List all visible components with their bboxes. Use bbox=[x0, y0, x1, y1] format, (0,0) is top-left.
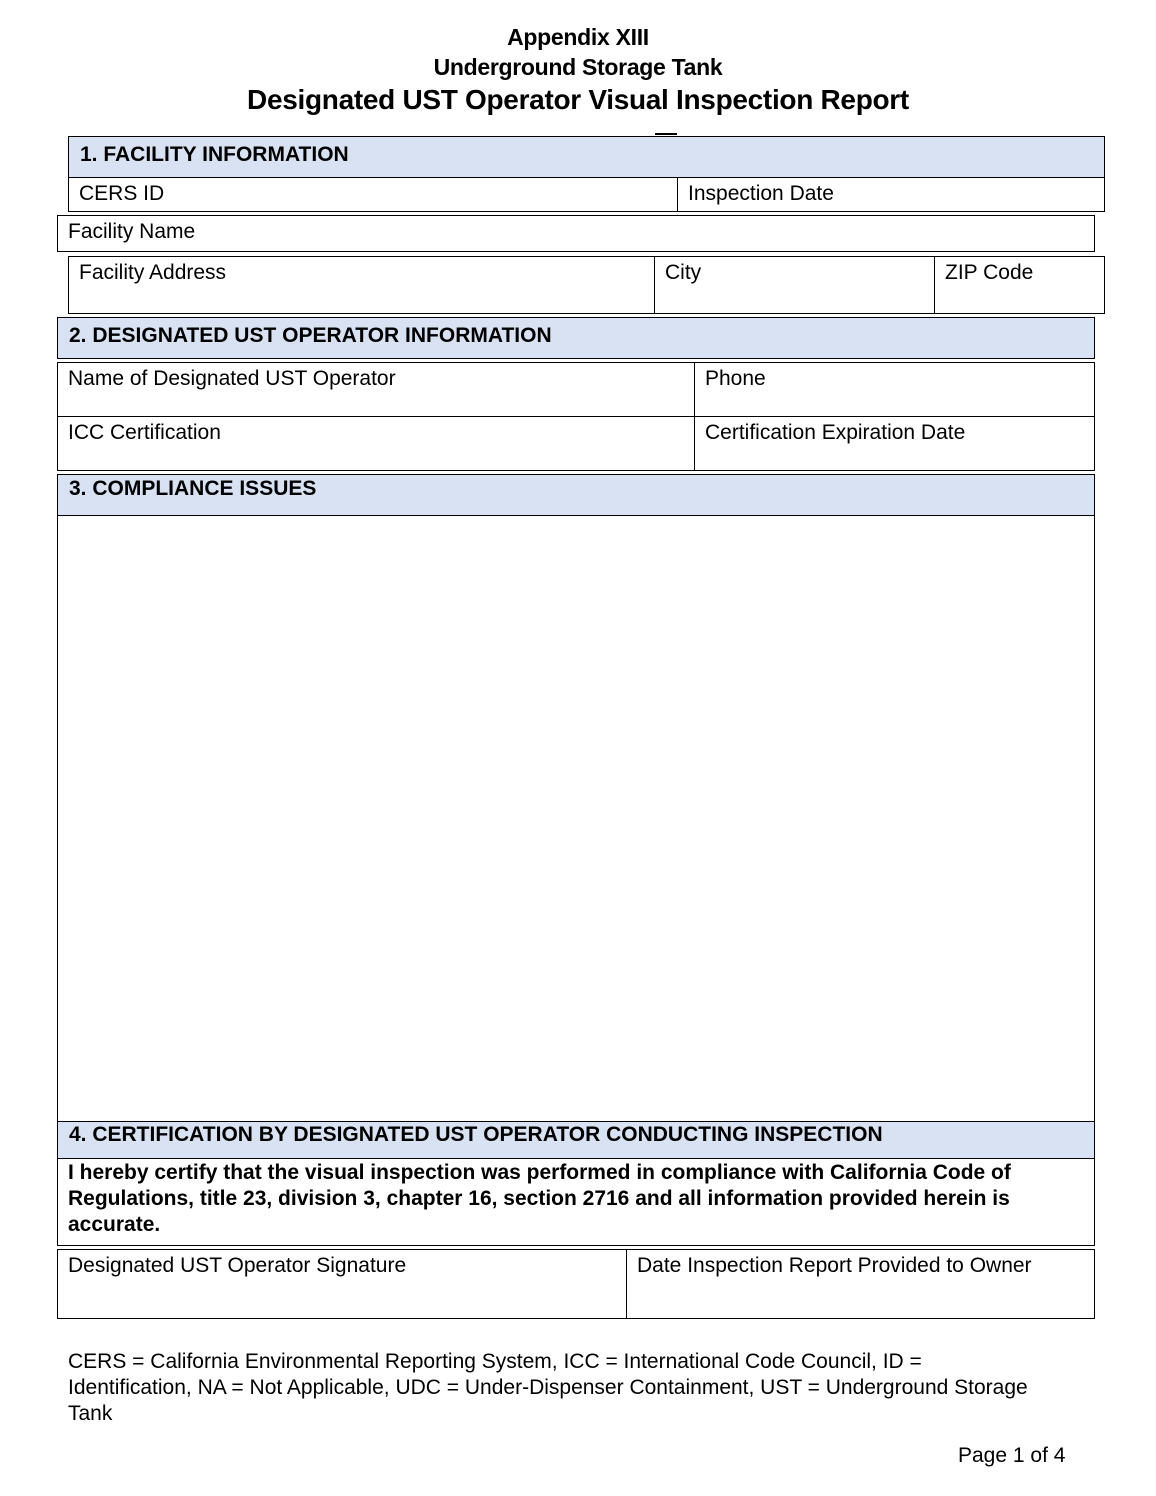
phone-field[interactable] bbox=[694, 362, 1095, 417]
icc-certification-field[interactable] bbox=[57, 416, 695, 471]
cers-id-label: CERS ID bbox=[79, 182, 165, 205]
section-1-header: 1. FACILITY INFORMATION bbox=[68, 136, 1105, 178]
appendix-label: Appendix XIII bbox=[507, 24, 649, 50]
operator-name-label: Name of Designated UST Operator bbox=[68, 367, 396, 390]
certification-expiration-field[interactable] bbox=[694, 416, 1095, 471]
operator-signature-field[interactable] bbox=[57, 1249, 627, 1319]
header-divider-mark bbox=[655, 133, 677, 135]
certification-statement: I hereby certify that the visual inspection was performed in compliance with California Code of Regulations, title 23, division 3, chapter 16, section 2716 and all information provided herein is accurate. bbox=[57, 1158, 1095, 1246]
operator-signature-label: Designated UST Operator Signature bbox=[68, 1254, 407, 1277]
operator-name-field[interactable] bbox=[57, 362, 695, 417]
compliance-issues-area[interactable] bbox=[57, 515, 1095, 1122]
inspection-date-label: Inspection Date bbox=[688, 182, 834, 205]
section-3-header: 3. COMPLIANCE ISSUES bbox=[57, 474, 1095, 516]
phone-label: Phone bbox=[705, 367, 766, 390]
zip-code-label: ZIP Code bbox=[945, 261, 1034, 284]
facility-address-field[interactable] bbox=[68, 256, 655, 314]
zip-code-field[interactable] bbox=[934, 256, 1105, 314]
icc-certification-label: ICC Certification bbox=[68, 421, 221, 444]
abbreviations-note: CERS = California Environmental Reporting System, ICC = International Code Council, ID = Identification, NA = Not Applicable, UDC = Under-Dispenser Containment, UST = Underground Storage Tank bbox=[68, 1350, 1028, 1425]
inspection-date-field[interactable] bbox=[677, 177, 1105, 212]
section-4-header: 4. CERTIFICATION BY DESIGNATED UST OPERATOR CONDUCTING INSPECTION bbox=[57, 1121, 1095, 1159]
cers-id-field[interactable] bbox=[68, 177, 678, 212]
city-field[interactable] bbox=[654, 256, 935, 314]
city-label: City bbox=[665, 261, 702, 284]
facility-name-field[interactable] bbox=[57, 215, 1095, 252]
section-2-header: 2. DESIGNATED UST OPERATOR INFORMATION bbox=[57, 317, 1095, 359]
form-title: Designated UST Operator Visual Inspection Report bbox=[247, 84, 909, 115]
certification-expiration-label: Certification Expiration Date bbox=[705, 421, 966, 444]
date-provided-label: Date Inspection Report Provided to Owner bbox=[637, 1254, 1032, 1277]
page-number: Page 1 of 4 bbox=[958, 1444, 1066, 1467]
facility-address-label: Facility Address bbox=[79, 261, 227, 284]
form-subtitle: Underground Storage Tank bbox=[433, 54, 723, 80]
facility-name-label: Facility Name bbox=[68, 220, 196, 243]
date-provided-field[interactable] bbox=[626, 1249, 1095, 1319]
